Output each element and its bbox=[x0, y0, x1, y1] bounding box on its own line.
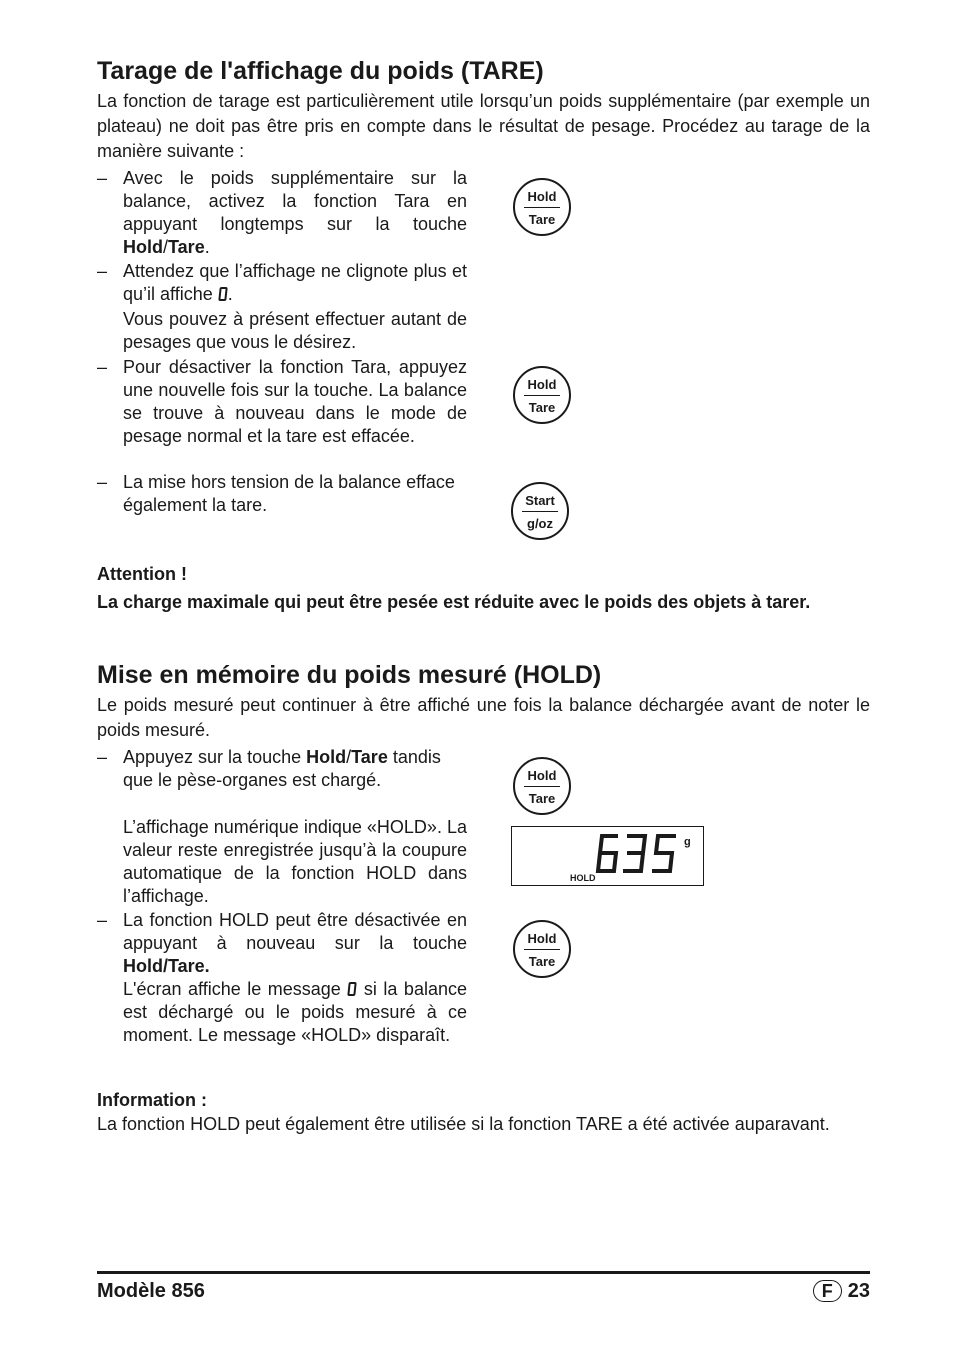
item-text: . bbox=[227, 284, 233, 304]
button-top-label: Hold bbox=[527, 377, 557, 392]
button-divider bbox=[522, 511, 558, 512]
attention-label: Attention ! bbox=[97, 564, 187, 584]
key-name-tare: Tare bbox=[351, 747, 388, 767]
lcd-hold-indicator: HOLD bbox=[570, 873, 596, 883]
hold-list-item-2 bbox=[97, 909, 467, 1047]
button-divider bbox=[524, 207, 560, 208]
tare-list-item-4 bbox=[97, 471, 467, 517]
tare-list-item-3 bbox=[97, 356, 467, 448]
list-dash: – bbox=[97, 357, 108, 377]
list-dash: – bbox=[97, 261, 108, 281]
list-dash: – bbox=[97, 747, 108, 767]
hold-list-item-1 bbox=[97, 746, 467, 908]
section-heading-hold: Mise en mémoire du poids mesuré (HOLD) bbox=[97, 661, 602, 689]
button-top-label: Hold bbox=[527, 931, 557, 946]
item-text: tandis que le pèse-organes est chargé. bbox=[123, 747, 441, 790]
list-dash: – bbox=[97, 472, 108, 492]
button-top-label: Start bbox=[525, 493, 555, 508]
language-badge: F bbox=[813, 1280, 842, 1302]
footer-rule bbox=[97, 1271, 870, 1274]
item-text: si la balance est déchargé ou le poids mesuré à ce moment. Le message «HOLD» disparaît. bbox=[123, 979, 467, 1045]
button-divider bbox=[524, 786, 560, 787]
footer-model: Modèle 856 bbox=[97, 1280, 205, 1302]
zero-display-glyph bbox=[348, 982, 357, 996]
hold-tare-button-icon bbox=[513, 920, 571, 978]
information-text: La fonction HOLD peut également être utilisée si la fonction TARE a été activée auparavant. bbox=[97, 1114, 830, 1134]
hold-intro: Le poids mesuré peut continuer à être affiché une fois la balance déchargée avant de noter le poids mesuré. bbox=[97, 695, 870, 740]
item-text: La mise hors tension de la balance efface également la tare. bbox=[123, 472, 455, 515]
key-name-hold-tare: Hold/Tare. bbox=[123, 956, 210, 976]
key-name-hold: Hold bbox=[306, 747, 347, 767]
hold-tare-button-icon bbox=[513, 366, 571, 424]
slash: / bbox=[346, 747, 352, 767]
item-text: L'écran affiche le message bbox=[123, 979, 348, 999]
list-dash: – bbox=[97, 168, 108, 188]
lcd-digits-635 bbox=[512, 827, 703, 885]
item-text: Avec le poids supplémentaire sur la balance, activez la fonction Tara en appuyant longtemps sur la touche bbox=[123, 168, 467, 234]
button-bottom-label: g/oz bbox=[527, 516, 553, 531]
section-heading-tare: Tarage de l'affichage du poids (TARE) bbox=[97, 57, 544, 85]
start-goz-button-icon bbox=[511, 482, 569, 540]
key-name-hold: Hold bbox=[123, 237, 163, 257]
button-top-label: Hold bbox=[527, 189, 557, 204]
item-text: Pour désactiver la fonction Tara, appuyez une nouvelle fois sur la touche. La balance se trouve à nouveau dans le mode de pesage normal et la tare est effacée. bbox=[123, 357, 467, 446]
slash: / bbox=[163, 237, 169, 257]
footer-page bbox=[813, 1280, 870, 1303]
list-dash: – bbox=[97, 910, 108, 930]
page-number: 23 bbox=[847, 1280, 870, 1302]
item-text: Appuyez sur la touche bbox=[123, 747, 307, 767]
hold-tare-button-icon bbox=[513, 178, 571, 236]
key-name-tare: Tare bbox=[168, 237, 205, 257]
information-label: Information : bbox=[97, 1090, 207, 1110]
lcd-display bbox=[511, 826, 704, 886]
item-text: La fonction HOLD peut être désactivée en appuyant à nouveau sur la touche bbox=[123, 910, 467, 953]
zero-display-glyph bbox=[218, 287, 227, 301]
button-bottom-label: Tare bbox=[528, 791, 556, 806]
button-bottom-label: Tare bbox=[528, 954, 556, 969]
tare-list-item-1 bbox=[97, 167, 467, 259]
lcd-unit: g bbox=[684, 836, 691, 848]
item-text: Attendez que l’affichage ne clignote plus et qu’il affiche bbox=[123, 261, 467, 304]
button-bottom-label: Tare bbox=[528, 400, 556, 415]
hold-tare-button-icon bbox=[513, 757, 571, 815]
item-text: Vous pouvez à présent effectuer autant de pesages que vous le désirez. bbox=[123, 309, 467, 352]
tare-intro: La fonction de tarage est particulièrement utile lorsqu’un poids supplémentaire (par exemple un plateau) ne doit pas être pris en compte dans le résultat de pesage. Procédez au tarage de la manière suivante : bbox=[97, 91, 870, 161]
button-top-label: Hold bbox=[527, 768, 557, 783]
attention-text: La charge maximale qui peut être pesée est réduite avec le poids des objets à tarer. bbox=[97, 592, 811, 612]
item-end: . bbox=[204, 237, 210, 257]
button-bottom-label: Tare bbox=[528, 212, 556, 227]
button-divider bbox=[524, 395, 560, 396]
tare-list-item-2 bbox=[97, 260, 467, 354]
button-divider bbox=[524, 949, 560, 950]
item-text: L’affichage numérique indique «HOLD». La valeur reste enregistrée jusqu’à la coupure automatique de la fonction HOLD dans l’affichage. bbox=[123, 817, 467, 906]
